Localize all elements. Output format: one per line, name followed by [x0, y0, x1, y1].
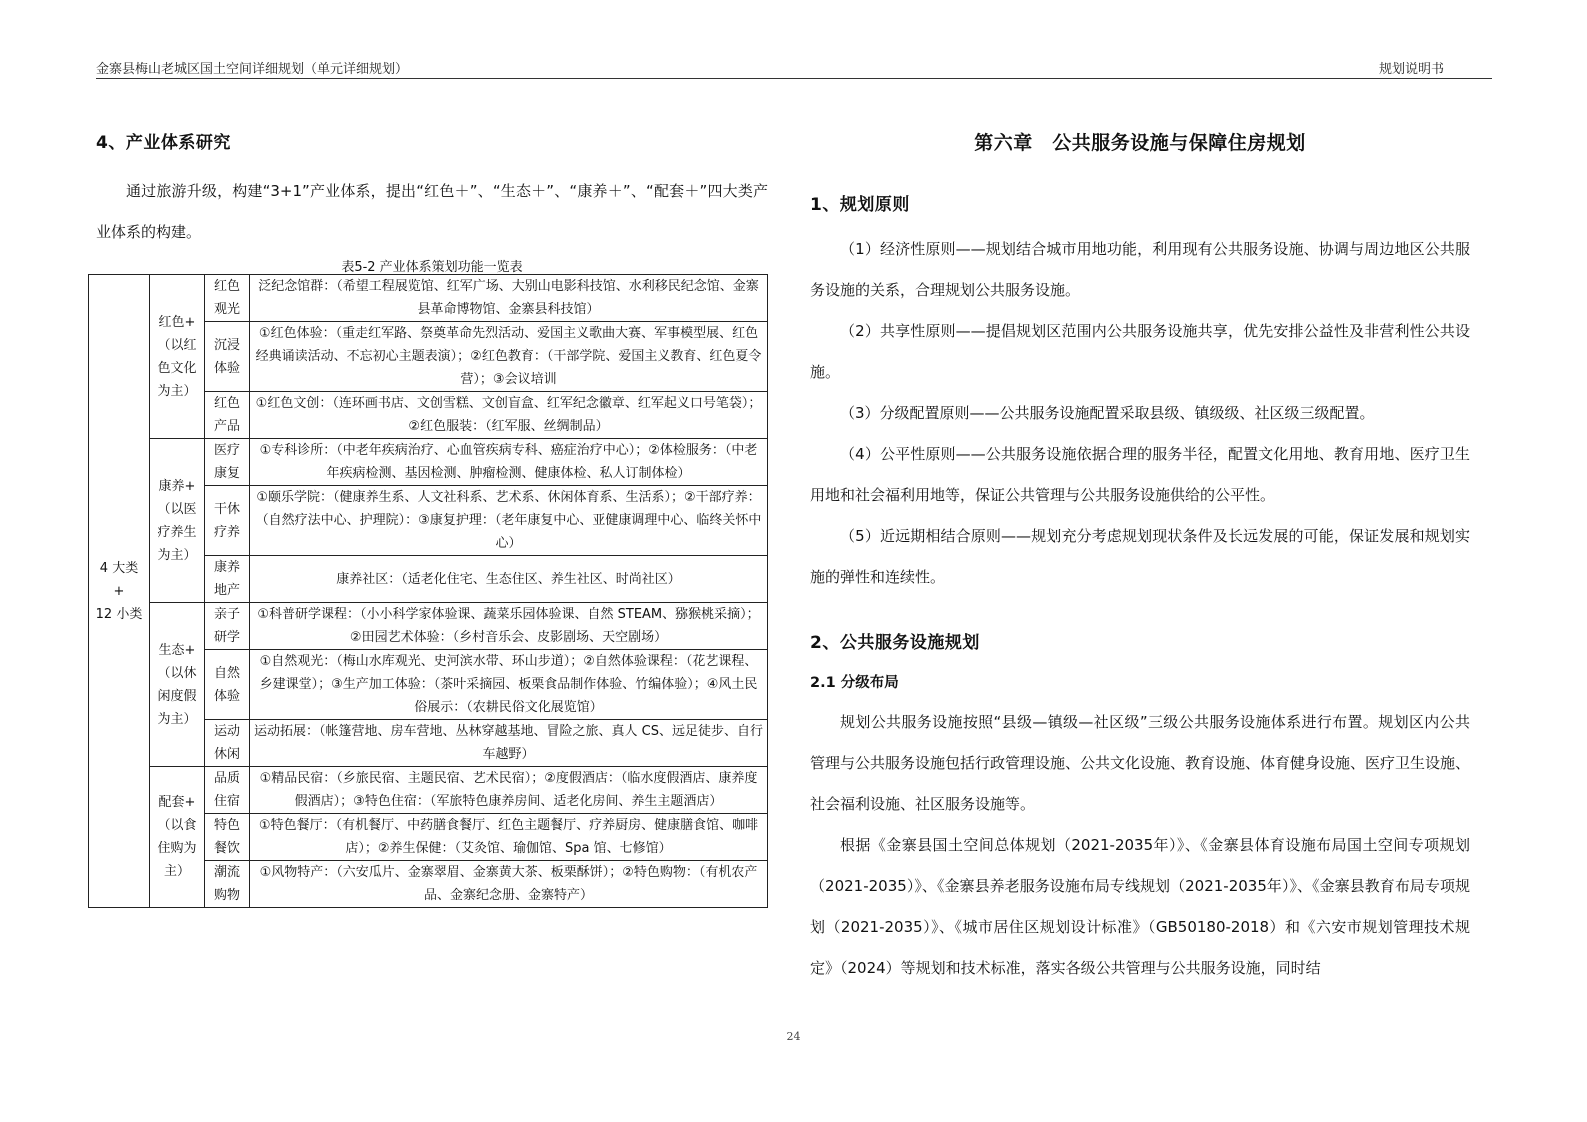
table-caption: 表5-2 产业体系策划功能一览表: [341, 260, 523, 275]
principle-3: （3）分级配置原则——公共服务设施配置采取县级、镇级级、社区级三级配置。: [840, 404, 1375, 422]
table-description: ①精品民宿：（乡旅民宿、主题民宿、艺术民宿）；②度假酒店：（临水度假酒店、康养度假酒店）；③特色住宿：（军旅特色康养房间、适老化房间、养生主题酒店）: [250, 767, 768, 814]
table-group-category: 生态+ （以休闲度假为主）: [150, 603, 205, 767]
table-description: ①风物特产：（六安瓜片、金寨翠眉、金寨黄大茶、板栗酥饼）；②特色购物：（有机农产品、金寨纪念册、金寨特产）: [250, 861, 768, 908]
table-description: 运动拓展：（帐篷营地、房车营地、丛林穿越基地、冒险之旅、真人 CS、远足徒步、自行车越野）: [250, 720, 768, 767]
document-type: 规划说明书: [1378, 62, 1444, 77]
principle-1: （1）经济性原则——规划结合城市用地功能，利用现有公共服务设施、协调与周边地区公共服务设施的关系，合理规划公共服务设施。: [810, 240, 1470, 299]
table-description: ①特色餐厅：（有机餐厅、中药膳食餐厅、红色主题餐厅、疗养厨房、健康膳食馆、咖啡店）；②养生保健：（艾灸馆、瑜伽馆、Spa 馆、七修馆）: [250, 814, 768, 861]
table-subcategory: 沉浸体验: [205, 322, 250, 392]
table-group-category: 康养+ （以医疗养生为主）: [150, 439, 205, 603]
table-description: ①红色文创：（连环画书店、文创雪糕、文创盲盒、红军纪念徽章、红军起义口号笔袋）；②红色服装：（红军服、丝绸制品）: [250, 392, 768, 439]
page-number: 24: [786, 1030, 801, 1043]
table-subcategory: 潮流购物: [205, 861, 250, 908]
table-description: ①科普研学课程：（小小科学家体验课、蔬菜乐园体验课、自然 STEAM、猕猴桃采摘）；②田园艺术体验：（乡村音乐会、皮影剧场、天空剧场）: [250, 603, 768, 650]
section-title-industry: 4、产业体系研究: [96, 133, 231, 153]
section-title-principles: 1、规划原则: [810, 195, 910, 215]
table-description: ①红色体验：（重走红军路、祭奠革命先烈活动、爱国主义歌曲大赛、军事模型展、红色经典诵读活动、不忘初心主题表演）；②红色教育：（干部学院、爱国主义教育、红色夏令营）；③会议培训: [250, 322, 768, 392]
principle-4: （4）公平性原则——公共服务设施依据合理的服务半径，配置文化用地、教育用地、医疗卫生用地和社会福利用地等，保证公共管理与公共服务设施供给的公平性。: [810, 445, 1470, 504]
table-subcategory: 品质住宿: [205, 767, 250, 814]
table-subcategory: 亲子研学: [205, 603, 250, 650]
table-subcategory: 红色产品: [205, 392, 250, 439]
table-description: ①专科诊所：（中老年疾病治疗、心血管疾病专科、癌症治疗中心）；②体检服务：（中老年疾病检测、基因检测、肿瘤检测、健康体检、私人订制体检）: [250, 439, 768, 486]
table-row: [89, 439, 768, 486]
subsection-title-layout: 2.1 分级布局: [810, 675, 899, 691]
table-subcategory: 医疗康复: [205, 439, 250, 486]
industry-system-table: [88, 274, 768, 908]
layout-paragraph-1: 规划公共服务设施按照“县级—镇级—社区级”三级公共服务设施体系进行布置。规划区内公共管理与公共服务设施包括行政管理设施、公共文化设施、教育设施、体育健身设施、医疗卫生设施、社会福利设施、社区服务设施等。: [810, 713, 1471, 813]
table-description: 康养社区：（适老化住宅、生态住区、养生社区、时尚社区）: [250, 556, 768, 603]
table-row: [89, 767, 768, 814]
table-root-category: 4 大类 + 12 小类: [89, 275, 150, 908]
running-header: [96, 56, 1492, 79]
industry-intro: 通过旅游升级，构建“3+1”产业体系，提出“红色＋”、“生态＋”、“康养＋”、“配套＋”四大类产业体系的构建。: [96, 182, 768, 241]
document-title: 金寨县梅山老城区国土空间详细规划（单元详细规划）: [96, 62, 409, 77]
table-row: [89, 275, 768, 322]
table-group-category: 配套+ （以食住购为主）: [150, 767, 205, 908]
table-subcategory: 自然体验: [205, 650, 250, 720]
layout-paragraph-2: 根据《金寨县国土空间总体规划（2021-2035年）》、《金寨县体育设施布局国土空间专项规划（2021-2035）》、《金寨县养老服务设施布局专线规划（2021-2035年）》、《金寨县教育布局专项规划（2021-2035）》、《城市居住区规划设计标准》（GB50180-2018）和《六安市规划管理技术规定》（2024）等规划和技术标准，落实各级公共管理与公共服务设施，同时结: [810, 836, 1470, 977]
right-column: [810, 190, 1470, 989]
chapter-title: 第六章 公共服务设施与保障住房规划: [974, 132, 1306, 154]
table-description: 泛纪念馆群：（希望工程展览馆、红军广场、大别山电影科技馆、水利移民纪念馆、金寨县革命博物馆、金寨县科技馆）: [250, 275, 768, 322]
table-group-category: 红色+ （以红色文化为主）: [150, 275, 205, 439]
table-description: ①颐乐学院：（健康养生系、人文社科系、艺术系、休闲体育系、生活系）；②干部疗养：（自然疗法中心、护理院）：③康复护理：（老年康复中心、亚健康调理中心、临终关怀中心）: [250, 486, 768, 556]
table-description: ①自然观光：（梅山水库观光、史河滨水带、环山步道）；②自然体验课程：（花艺课程、乡建课堂）；③生产加工体验：（茶叶采摘园、板栗食品制作体验、竹编体验）；④风土民俗展示：（农耕民俗文化展览馆）: [250, 650, 768, 720]
table-subcategory: 干休疗养: [205, 486, 250, 556]
left-column: [96, 128, 768, 253]
table-subcategory: 特色餐饮: [205, 814, 250, 861]
table-row: [89, 603, 768, 650]
table-subcategory: 康养地产: [205, 556, 250, 603]
table-subcategory: 运动休闲: [205, 720, 250, 767]
section-title-public-services: 2、公共服务设施规划: [810, 633, 980, 653]
principle-2: （2）共享性原则——提倡规划区范围内公共服务设施共享，优先安排公益性及非营利性公共设施。: [810, 322, 1470, 381]
table-subcategory: 红色观光: [205, 275, 250, 322]
principle-5: （5）近远期相结合原则——规划充分考虑规划现状条件及长远发展的可能，保证发展和规划实施的弹性和连续性。: [810, 527, 1470, 586]
